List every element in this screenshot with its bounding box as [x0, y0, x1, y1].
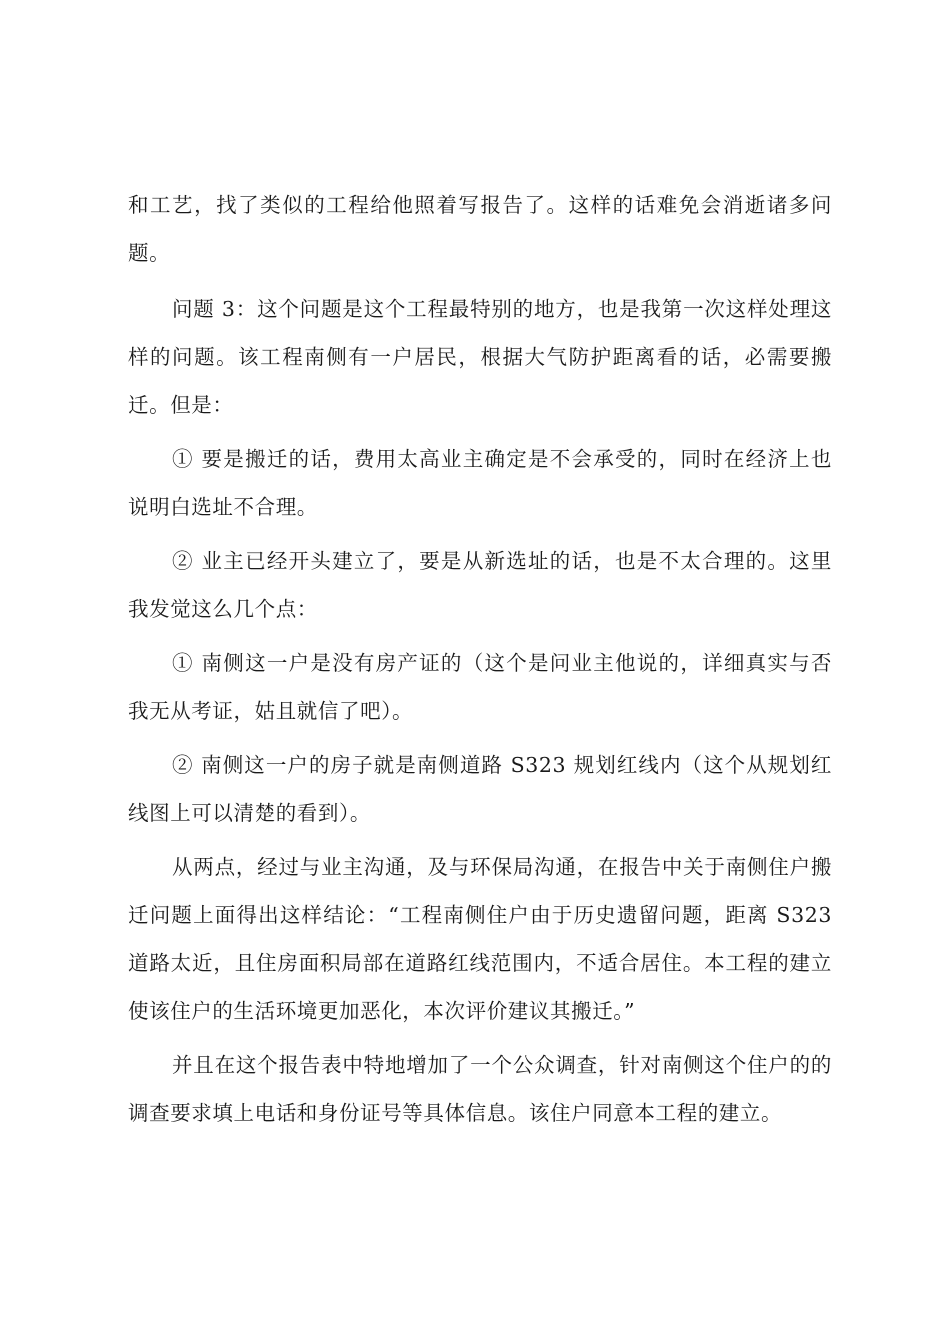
paragraph-continuation: 和工艺，找了类似的工程给他照着写报告了。这样的话难免会消逝诸多问题。	[128, 193, 832, 265]
paragraph-conclusion: 从两点，经过与业主沟通，及与环保局沟通，在报告中关于南侧住户搬迁问题上面得出这样结论：“工程南侧住户由于历史遗留问题，距离 S323 道路太近，且住房面积局部在道路红线范围内，不适合居住。本工程的建立使该住户的生活环境更加恶化，本次评价建议其搬迁。”	[128, 855, 832, 1023]
paragraph-finding-2: ② 南侧这一户的房子就是南侧道路 S323 规划红线内（这个从规划红线图上可以清楚的看到）。	[128, 753, 832, 825]
paragraph-point-1: ① 要是搬迁的话，费用太高业主确定是不会承受的，同时在经济上也说明白选址不合理。	[128, 447, 832, 519]
paragraph-problem-3: 问题 3：这个问题是这个工程最特别的地方，也是我第一次这样处理这样的问题。该工程南侧有一户居民，根据大气防护距离看的话，必需要搬迁。但是：	[128, 297, 832, 417]
paragraph-point-2: ② 业主已经开头建立了，要是从新选址的话，也是不太合理的。这里我发觉这么几个点：	[128, 549, 832, 621]
body-text	[128, 181, 832, 1137]
paragraph-finding-1: ① 南侧这一户是没有房产证的（这个是问业主他说的，详细真实与否我无从考证，姑且就信了吧）。	[128, 651, 832, 723]
paragraph-public-survey: 并且在这个报告表中特地增加了一个公众调查，针对南侧这个住户的的调查要求填上电话和身份证号等具体信息。该住户同意本工程的建立。	[128, 1053, 832, 1125]
